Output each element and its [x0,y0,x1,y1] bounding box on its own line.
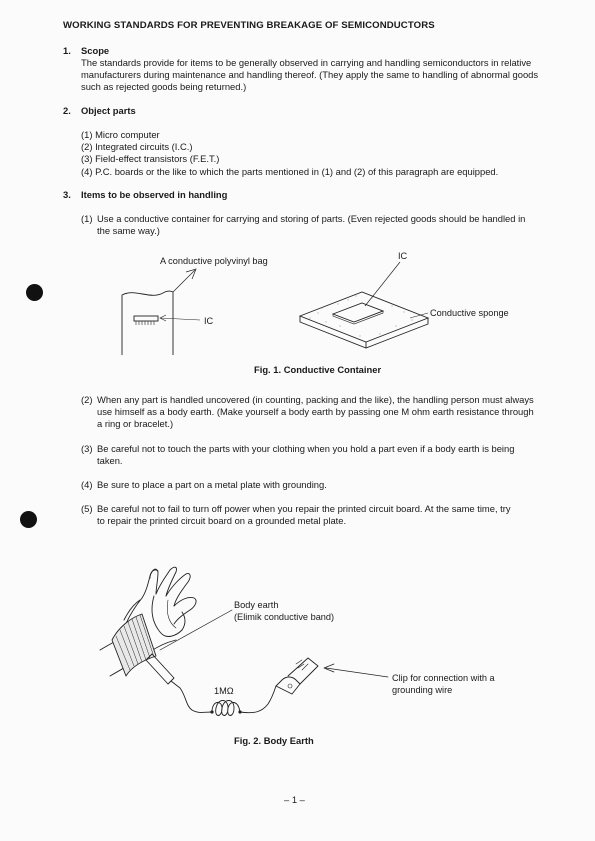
binder-hole-dot [26,284,43,301]
ic-top-label: IC [398,251,408,261]
ic-left-label: IC [204,316,214,326]
item-line: a ring or bracelet.) [97,418,174,430]
section-3-number: 3. [63,189,71,200]
handling-item-2 [81,394,571,431]
section-2-title: Object parts [81,105,136,116]
item-line: Use a conductive container for carrying and storing of parts. (Even rejected goods should be handled in [97,213,526,224]
fig1-caption: Fig. 1. Conductive Container [254,364,382,375]
item-line: to repair the printed circuit board on a grounded metal plate. [97,515,347,527]
section-2-heading [63,105,136,117]
item-text [97,443,571,467]
section-2-number: 2. [63,105,71,116]
scope-line: manufacturers during maintenance and handling thereof. (They apply the same to handling of abnormal goods [81,69,539,81]
list-item: (1) Micro computer [81,129,160,140]
section-1-heading [63,45,109,57]
binder-hole-dot [20,511,37,528]
handling-item-3 [81,443,571,467]
item-number: (4) [81,479,93,490]
object-parts-list [81,129,571,178]
fig2-caption: Fig. 2. Body Earth [234,735,314,746]
section-1-number: 1. [63,45,71,56]
item-number: (3) [81,443,93,454]
item-line: Be careful not to touch the parts with your clothing when you hold a part even if a body earth is being [97,443,515,454]
item-text [97,213,571,237]
sponge-label: Conductive sponge [430,308,509,318]
document-title: WORKING STANDARDS FOR PREVENTING BREAKAGE OF SEMICONDUCTORS [63,20,435,31]
bag-label: A conductive polyvinyl bag [160,256,268,266]
clip-label-line-2: grounding wire [392,685,453,695]
handling-item-5 [81,503,571,527]
section-1-title: Scope [81,45,110,56]
item-line: Be careful not to fail to turn off power when you repair the printed circuit board. At the same time, try [97,503,511,514]
item-text [97,394,571,431]
scope-line: The standards provide for items to be generally observed in carrying and handling semiconductors in relative [81,57,532,68]
item-number: (1) [81,213,93,224]
item-text [97,503,571,527]
page-number: – 1 – [284,794,305,805]
item-line: taken. [97,455,123,467]
section-3-heading [63,189,227,201]
item-line: When any part is handled uncovered (in counting, packing and the like), the handling person must always [97,394,534,405]
section-3-title: Items to be observed in handling [81,189,228,200]
clip-label-line-1: Clip for connection with a [392,673,495,683]
item-text [97,479,571,491]
resistor-label: 1MΩ [214,686,234,696]
item-number: (2) [81,394,93,405]
list-item: (3) Field-effect transistors (F.E.T.) [81,153,220,165]
item-number: (5) [81,503,93,514]
conductive-band-label: (Elimik conductive band) [234,612,335,622]
list-item: (4) P.C. boards or the like to which the parts mentioned in (1) and (2) of this paragraph are equipped. [81,165,499,177]
list-item: (2) Integrated circuits (I.C.) [81,141,193,153]
handling-item-4 [81,479,571,491]
scope-line: such as rejected goods being returned.) [81,81,247,93]
scope-paragraph [81,57,571,94]
item-line: the same way.) [97,225,160,237]
item-line: use himself as a body earth. (Make yourself a body earth by passing one M ohm earth resistance through [97,406,534,418]
item-line: Be sure to place a part on a metal plate with grounding. [97,479,327,490]
handling-item-1 [81,213,571,237]
body-earth-label: Body earth [234,600,279,610]
